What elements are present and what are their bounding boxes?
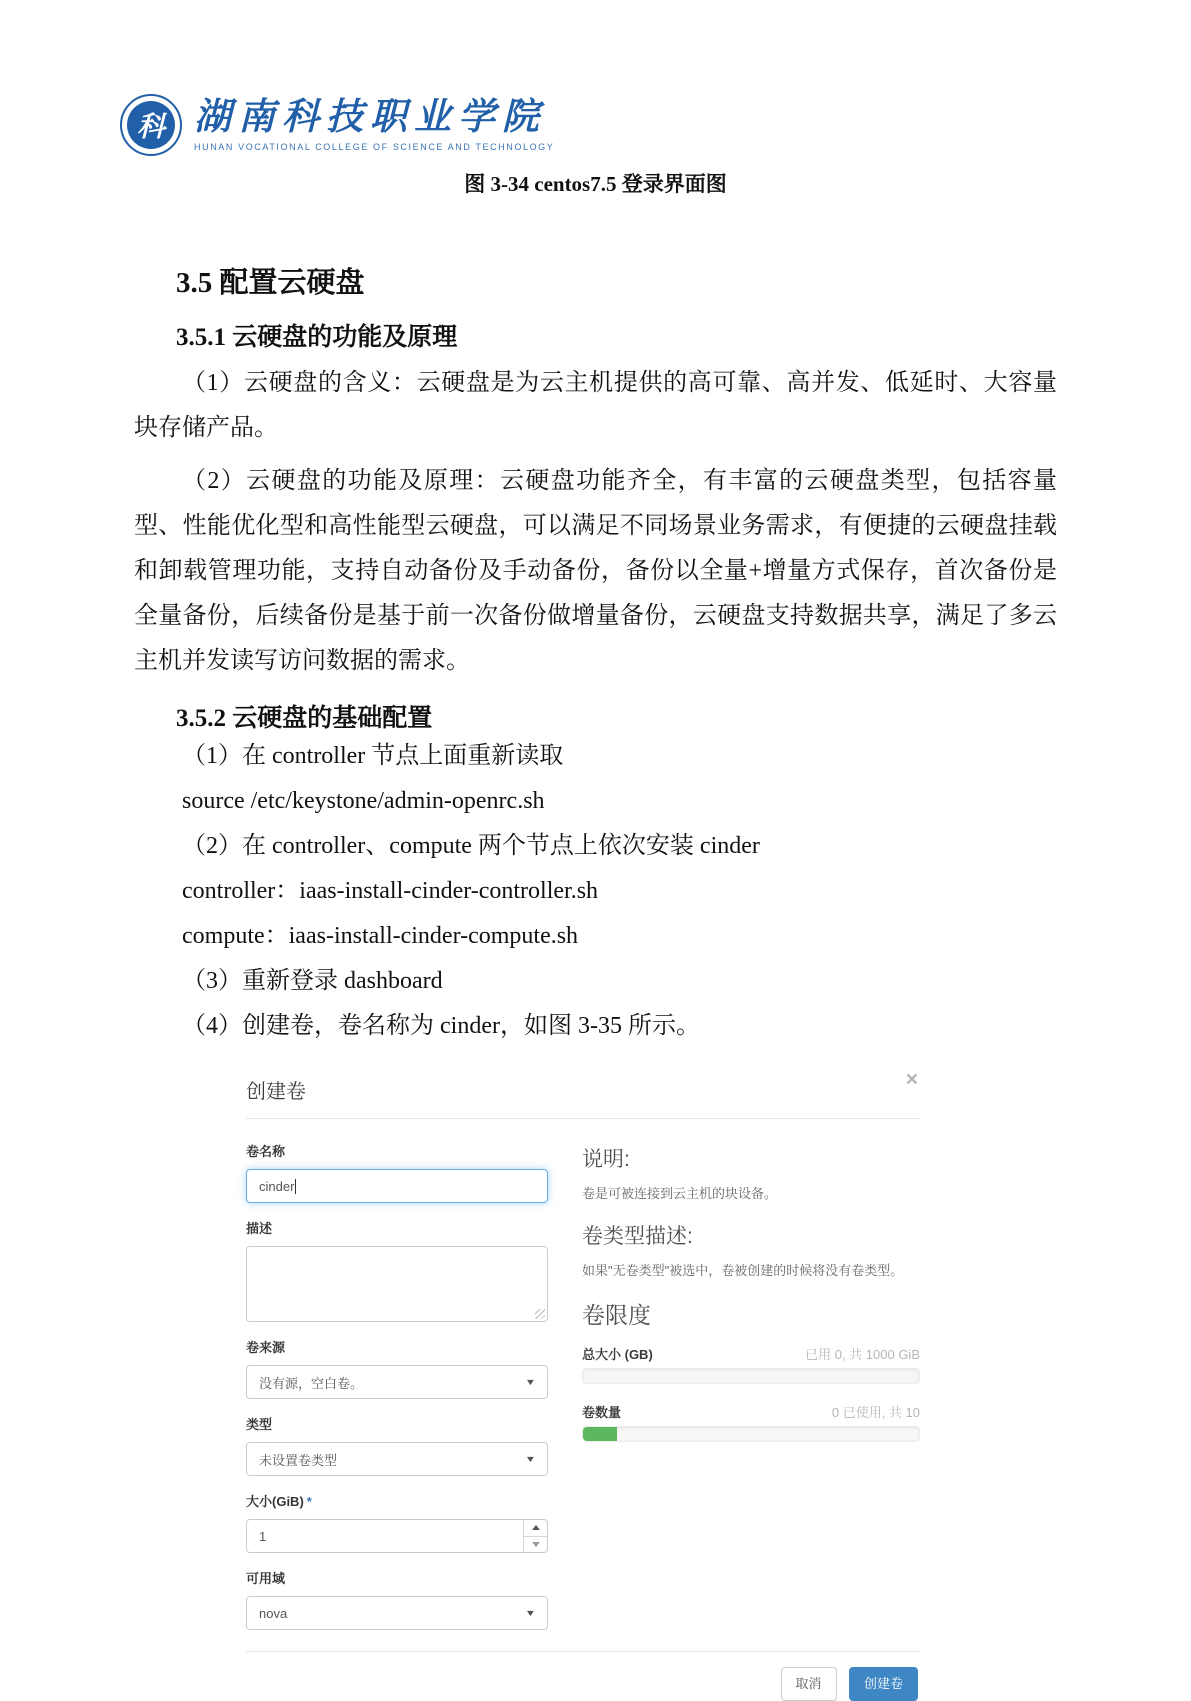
volume-name-label: 卷名称: [246, 1144, 286, 1159]
resize-handle[interactable]: [535, 1309, 545, 1319]
description-text: 卷是可被连接到云主机的块设备。: [582, 1186, 778, 1201]
description-heading: 说明:: [582, 1148, 630, 1171]
description-label: 描述: [246, 1221, 273, 1236]
volume-count-progressbar: [582, 1426, 920, 1442]
size-input[interactable]: [246, 1519, 548, 1553]
dialog-footer: [246, 1651, 920, 1701]
volume-count-usage: 0 已使用, 共 10: [831, 1405, 920, 1420]
create-volume-button[interactable]: 创建卷: [849, 1667, 918, 1701]
volume-limits-heading: 卷限度: [582, 1302, 651, 1328]
paragraph-2: （2）云硬盘的功能及原理：云硬盘功能齐全，有丰富的云硬盘类型，包括容量型、性能优化型和高性能型云硬盘，可以满足不同场景业务需求，有便捷的云硬盘挂载和卸载管理功能，支持自动备份及手动备份，备份以全量+增量方式保存，首次备份是全量备份，后续备份是基于前一次备份做增量备份，云硬盘支持数据共享，满足了多云主机并发读写访问数据的需求。: [134, 468, 1057, 674]
dialog-info-column: [582, 1139, 920, 1651]
subsection-heading-2: 3.5.2 云硬盘的基础配置: [176, 705, 433, 732]
type-select[interactable]: [246, 1442, 548, 1476]
dialog-header: [246, 1065, 920, 1119]
size-value: 1: [259, 1528, 267, 1544]
dialog-form-column: [246, 1139, 548, 1651]
step-line-4: （4）创建卷，卷名称为 cinder，如图 3-35 所示。: [182, 1013, 700, 1039]
cancel-button[interactable]: 取消: [781, 1667, 837, 1701]
volume-name-value: cinder: [259, 1178, 295, 1194]
volume-name-input[interactable]: [246, 1169, 548, 1203]
step-command-source: source /etc/keystone/admin-openrc.sh: [182, 788, 545, 814]
volume-count-row: [582, 1402, 920, 1421]
step-line-2: （2）在 controller、compute 两个节点上依次安装 cinder: [182, 833, 760, 859]
stepper-up-icon[interactable]: [524, 1520, 547, 1537]
total-size-row: [582, 1344, 920, 1363]
type-value: 未设置卷类型: [259, 1452, 338, 1468]
required-asterisk: *: [306, 1494, 312, 1509]
section-heading: 3.5 配置云硬盘: [176, 267, 365, 299]
college-name-en: HUNAN VOCATIONAL COLLEGE OF SCIENCE AND TECHNOLOGY: [194, 141, 555, 152]
type-label: 类型: [246, 1417, 273, 1432]
volume-count-progress-fill: [583, 1427, 617, 1441]
close-icon[interactable]: ×: [905, 1068, 918, 1091]
availability-zone-select[interactable]: [246, 1596, 548, 1630]
total-size-progressbar: [582, 1368, 920, 1384]
volume-source-label: 卷来源: [246, 1340, 286, 1355]
document-body: [134, 260, 1057, 1049]
volume-type-heading: 卷类型描述:: [582, 1225, 693, 1248]
description-textarea[interactable]: [246, 1246, 548, 1322]
quantity-stepper: [523, 1520, 547, 1552]
total-size-label: 总大小 (GB): [582, 1347, 653, 1362]
availability-zone-label: 可用域: [246, 1571, 286, 1586]
chevron-down-icon: ▼: [524, 1608, 537, 1618]
volume-type-text: 如果"无卷类型"被选中，卷被创建的时候将没有卷类型。: [582, 1263, 904, 1278]
figure-caption: 图 3-34 centos7.5 登录界面图: [464, 172, 727, 196]
college-logo: [120, 90, 1057, 160]
paragraph-1: （1）云硬盘的含义：云硬盘是为云主机提供的高可靠、高并发、低延时、大容量块存储产品。: [134, 370, 1057, 441]
volume-source-select[interactable]: [246, 1365, 548, 1399]
availability-zone-value: nova: [259, 1605, 288, 1621]
subsection-heading-1: 3.5.1 云硬盘的功能及原理: [176, 324, 458, 351]
college-logo-text: [194, 98, 554, 152]
chevron-down-icon: ▼: [524, 1377, 537, 1387]
volume-source-value: 没有源，空白卷。: [259, 1375, 364, 1391]
total-size-usage: 已用 0, 共 1000 GiB: [805, 1347, 920, 1362]
step-command-controller: controller：iaas-install-cinder-controller.sh: [182, 878, 599, 904]
college-logo-emblem: [120, 94, 182, 156]
size-label: 大小(GiB) *: [246, 1494, 312, 1509]
college-name-zh: 湖南科技职业学院: [194, 97, 546, 139]
step-line-1: （1）在 controller 节点上面重新读取: [182, 743, 564, 769]
volume-count-label: 卷数量: [582, 1405, 622, 1420]
stepper-down-icon[interactable]: [524, 1537, 547, 1553]
figure-screenshot: [246, 1065, 920, 1701]
create-volume-dialog: [246, 1065, 920, 1701]
dialog-body: [246, 1119, 920, 1651]
dialog-title: 创建卷: [246, 1081, 306, 1103]
text-cursor: [295, 1179, 296, 1194]
chevron-down-icon: ▼: [524, 1454, 537, 1464]
step-line-3: （3）重新登录 dashboard: [182, 968, 443, 994]
step-command-compute: compute：iaas-install-cinder-compute.sh: [182, 923, 579, 949]
college-logo-glyph: 科: [127, 101, 175, 149]
